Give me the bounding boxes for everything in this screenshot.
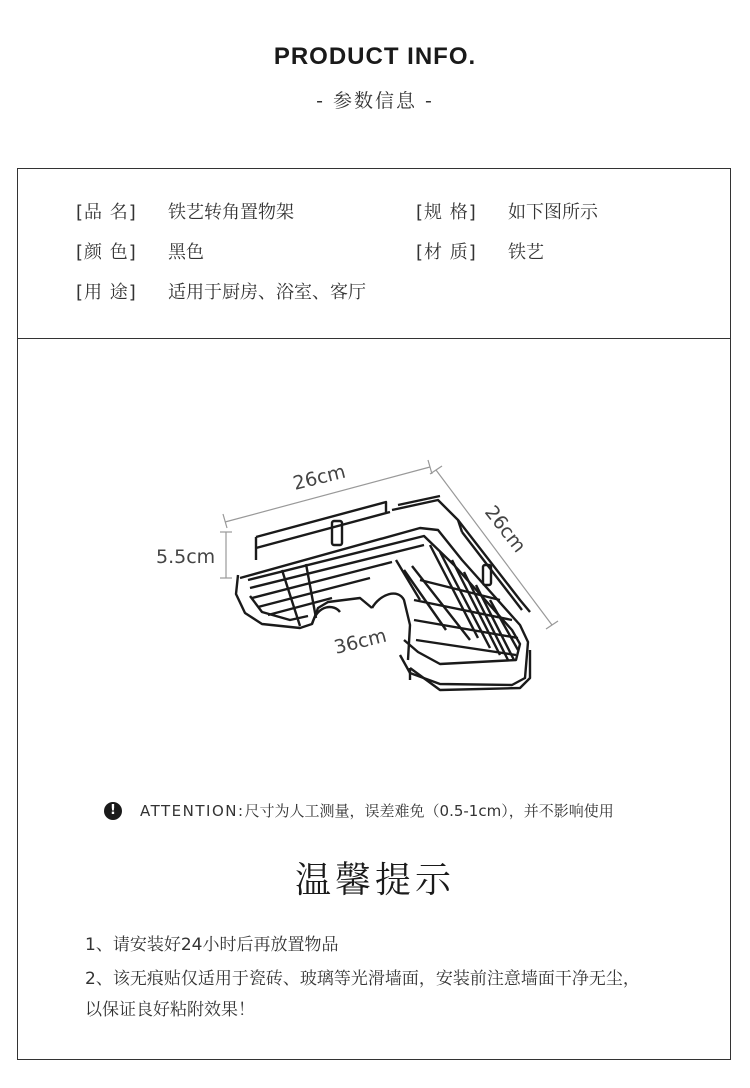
- spec-label: [颜 色]: [76, 242, 137, 263]
- shelf-wireframe: [236, 496, 530, 690]
- page-subtitle: - 参数信息 -: [316, 90, 434, 112]
- dimension-top-label: 26cm: [290, 460, 348, 495]
- dimension-height-label: 5.5cm: [156, 546, 216, 568]
- dimension-front-label: 36cm: [331, 624, 389, 659]
- attention-note: [104, 800, 614, 821]
- spec-value: 铁艺转角置物架: [168, 202, 294, 223]
- exclamation-circle-icon: !: [104, 802, 122, 820]
- tip-item: 2、该无痕贴仅适用于瓷砖、玻璃等光滑墙面，安装前注意墙面干净无尘，: [85, 969, 640, 989]
- attention-text: 尺寸为人工测量，误差难免（0.5-1cm），并不影响使用: [244, 802, 614, 820]
- page-title: PRODUCT INFO.: [273, 43, 477, 70]
- tip-item: 以保证良好粘附效果！: [85, 1000, 255, 1020]
- spec-value: 适用于厨房、浴室、客厅: [168, 282, 366, 303]
- spec-label: [用 途]: [76, 282, 137, 303]
- attention-label: ATTENTION:: [140, 801, 245, 820]
- tips-title: 温馨提示: [294, 860, 455, 901]
- spec-label: [规 格]: [416, 202, 477, 223]
- spec-label: [材 质]: [416, 242, 477, 263]
- dimension-right-label: 26cm: [480, 501, 531, 557]
- tip-item: 1、请安装好24小时后再放置物品: [85, 935, 339, 955]
- spec-value: 如下图所示: [508, 202, 598, 223]
- spec-value: 铁艺: [508, 242, 544, 263]
- spec-label: [品 名]: [76, 202, 137, 223]
- spec-value: 黑色: [168, 242, 204, 263]
